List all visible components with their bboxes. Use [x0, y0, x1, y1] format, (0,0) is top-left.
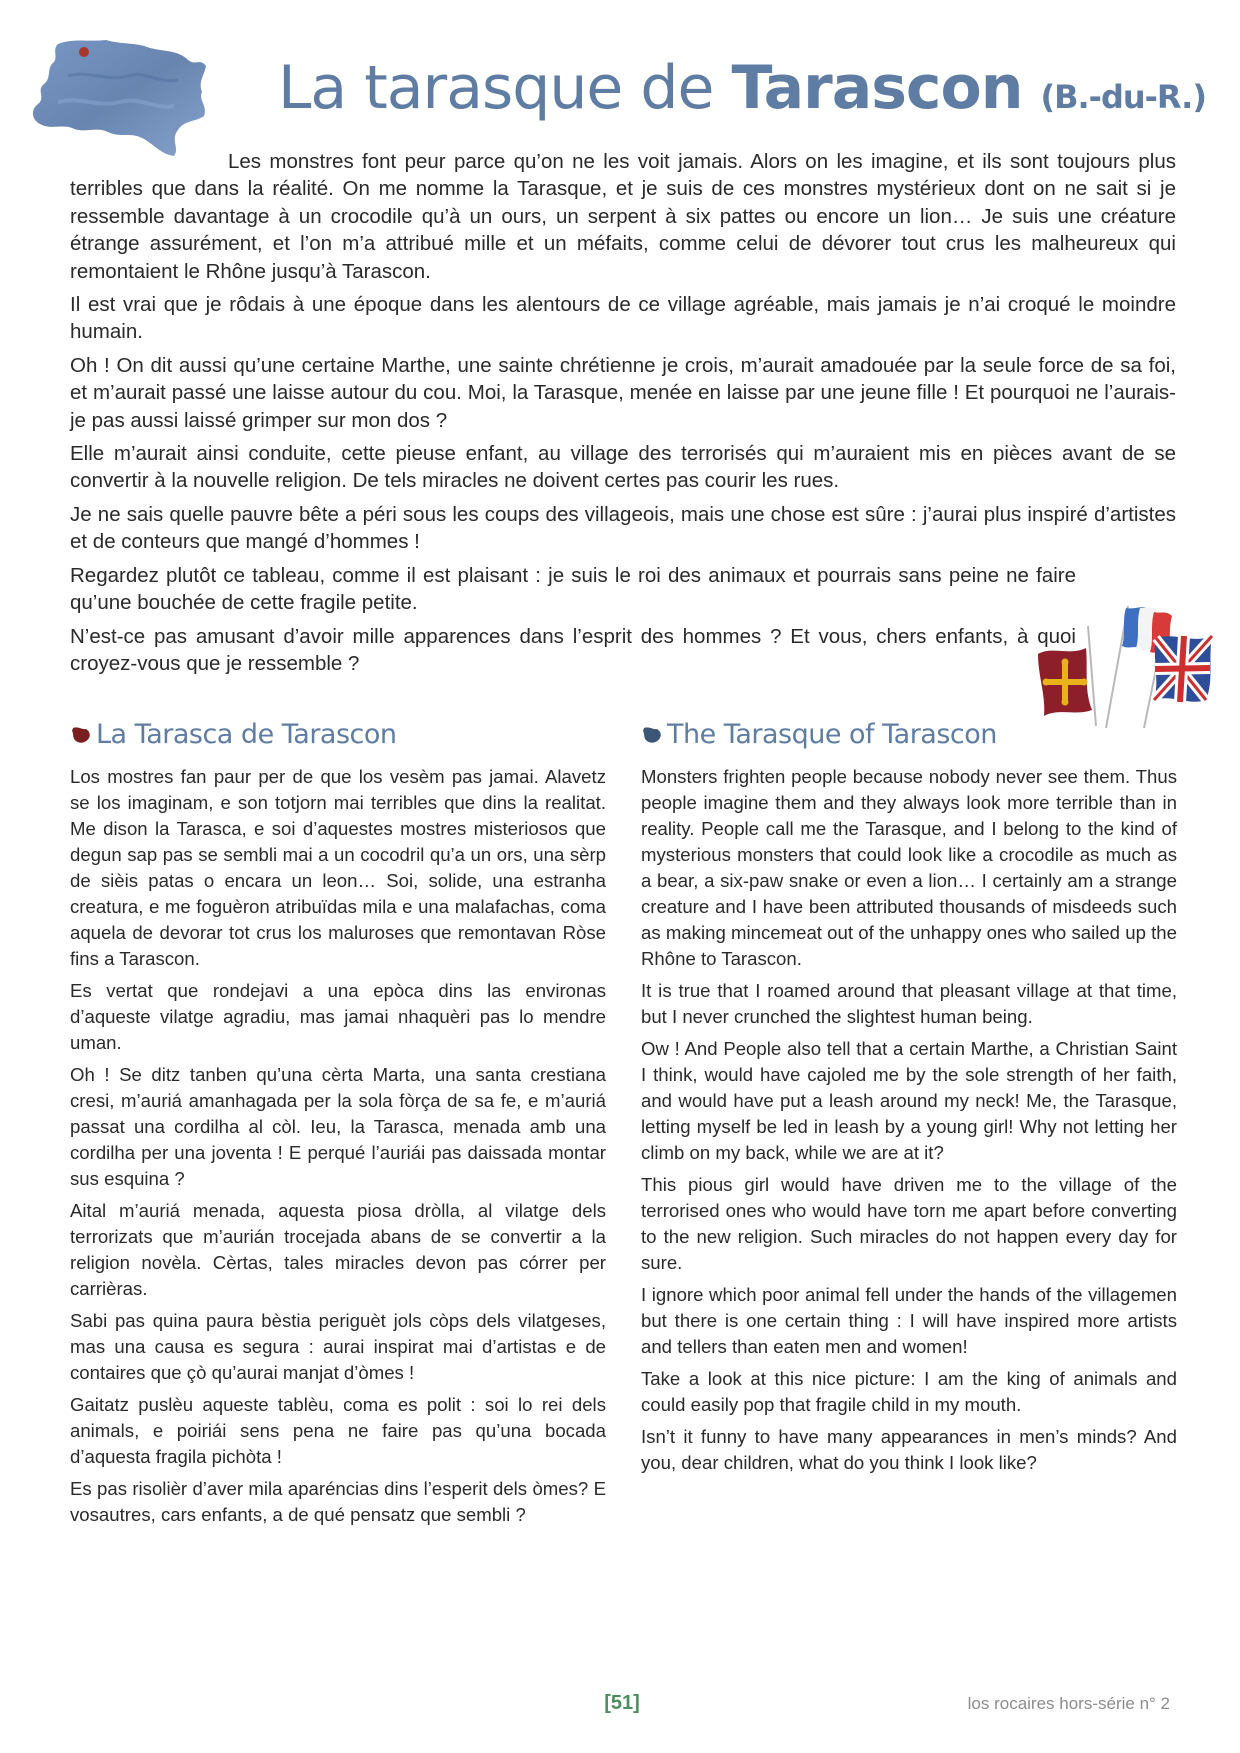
english-column	[641, 718, 1177, 1482]
english-paragraph: Take a look at this nice picture: I am the king of animals and could easily pop that fragile child in my mouth.	[641, 1368, 1177, 1415]
english-paragraph: Ow ! And People also tell that a certain Marthe, a Christian Saint I think, would have cajoled me by the sole strength of her faith, and would have put a leash around my neck! Me, the Tarasque, letting myself be led in leash by a young girl! Why not letting her climb on my back, while we are at it?	[641, 1038, 1177, 1163]
french-text	[70, 148, 1176, 683]
occitan-column	[70, 718, 606, 1534]
occitan-paragraph: Gaitatz puslèu aqueste tablèu, coma es polit : soi lo rei dels animals, e poiriái sens pena ne faire pas qu’una bocada d’aquesta fragila pichòta !	[70, 1394, 606, 1467]
town-marker-icon	[79, 47, 89, 57]
french-paragraph: N’est-ce pas amusant d’avoir mille apparences dans l’esprit des hommes ? Et vous, chers enfants, à quoi croyez-vous que je ressemble ?	[70, 624, 1076, 675]
page-title	[278, 53, 1206, 123]
occitan-paragraph: Oh ! Se ditz tanben qu’una cèrta Marta, una santa crestiana cresi, m’auriá amanhagada per la sola fòrça de sa fe, e m’auriá passat una cordilha al còl. Ieu, la Tarasca, menada amb una cordilha per una joventa ! E perqué l’auriái pas daissada montar sus esquina ?	[70, 1064, 606, 1189]
french-paragraph: Il est vrai que je rôdais à une époque dans les alentours de ce village agréable, mais jamais je n’ai croqué le moindre humain.	[70, 293, 1176, 344]
title-prefix: La tarasque de	[278, 53, 732, 123]
occitan-paragraph: Aital m’auriá menada, aquesta piosa dròlla, al vilatge dels terrorizats que m’aurián trocejada abans de se convertir a la religion novèla. Cèrtas, tales miracles devon pas córrer per carrièras.	[70, 1200, 606, 1299]
french-paragraph: Oh ! On dit aussi qu’une certaine Marthe, une sainte chrétienne je crois, m’aurait amadouée par la seule force de sa foi, et m’aurait passé une laisse autour du cou. Moi, la Tarasque, menée en laisse par une jeune fille ! Et pourquoi ne l’aurais-je pas aussi laissé grimper sur mon dos ?	[70, 353, 1176, 432]
english-heading-text: The Tarasque of Tarascon	[667, 719, 997, 750]
occitan-paragraph: Los mostres fan paur per de que los vesèm pas jamai. Alavetz se los imaginam, e son totjorn mai terribles que dins la realitat. Me dison la Tarasca, e soi d’aquestes mostres misteriosos que degun sap pas se sembli mai a un cocodril qu’a un ors, una sèrp de sièis patas o encara un leon… Soi, solide, una estranha creatura, e me foguèron atribuïdas mila e una malafachas, coma aquela de devorar tot crus los maluroses que remontavan Ròse fins a Tarascon.	[70, 766, 606, 969]
french-paragraph: Elle m’aurait ainsi conduite, cette pieuse enfant, au village des terrorisés qui m’auraient mis en pièces avant de se convertir à la nouvelle religion. De tels miracles ne doivent certes pas courir les rues.	[70, 442, 1176, 493]
occitan-flag-icon	[1038, 648, 1092, 716]
leaf-bullet-icon	[641, 724, 663, 746]
leaf-bullet-icon	[70, 724, 92, 746]
occitan-paragraph: Es vertat que rondejavi a una epòca dins las environas d’aqueste vilatge agradiu, mas jamai nhaquèri pas lo mendre uman.	[70, 980, 606, 1053]
publication-name: los rocaires hors-série n° 2	[967, 1694, 1170, 1713]
occitan-french-british-flags-icon	[1036, 596, 1216, 730]
english-paragraph: I ignore which poor animal fell under the hands of the villagemen but there is one certain thing : I will have inspired more artists and tellers than eaten men and women!	[641, 1284, 1177, 1357]
occitan-paragraph: Es pas risolièr d’aver mila aparéncias dins l’esperit dels òmes? E vosautres, cars enfants, a de qué pensatz que sembli ?	[70, 1478, 606, 1525]
page-number: [51]	[604, 1692, 640, 1714]
english-paragraph: This pious girl would have driven me to the village of the terrorised ones who would have torn me apart before converting to the new religion. Such miracles do not happen every day for sure.	[641, 1174, 1177, 1273]
title-department: (B.-du-R.)	[1040, 78, 1206, 116]
english-paragraph: Isn’t it funny to have many appearances in men’s minds? And you, dear children, what do you think I look like?	[641, 1426, 1177, 1473]
occitan-paragraph: Sabi pas quina paura bèstia periguèt jols còps dels vilatgeses, mas una causa es segura : aurai inspirat mai d’artistas e de contaires que çò qu’aurai manjat d’òmes !	[70, 1310, 606, 1383]
title-town: Tarascon	[731, 53, 1023, 123]
french-paragraph: Les monstres font peur parce qu’on ne les voit jamais. Alors on les imagine, et ils sont toujours plus terribles que dans la réalité. On me nomme la Tarasque, et je suis de ces monstres mystérieux dont on ne sait si je ressemble davantage à un crocodile qu’à un ours, un serpent à six pattes ou encore un lion… Je suis une créature étrange assurément, et l’on m’a attribué mille et un méfaits, comme celui de dévorer tout crus les malheureux qui remontaient le Rhône jusqu’à Tarascon.	[70, 150, 1176, 283]
department-map-icon	[28, 36, 228, 161]
english-paragraph: Monsters frighten people because nobody never see them. Thus people imagine them and they always look more terrible than in reality. People call me the Tarasque, and I belong to the kind of mysterious monsters that could look like a crocodile as much as a bear, a six-paw snake or even a lion… I certainly am a strange creature and I have been attributed thousands of misdeeds such as making mincemeat out of the unhappy ones who sailed up the Rhône to Tarascon.	[641, 766, 1177, 969]
british-flag-icon	[1154, 636, 1212, 702]
english-paragraph: It is true that I roamed around that pleasant village at that time, but I never crunched the slightest human being.	[641, 980, 1177, 1027]
occitan-heading	[70, 718, 606, 752]
occitan-heading-text: La Tarasca de Tarascon	[96, 719, 397, 750]
english-heading	[641, 718, 1177, 752]
french-paragraph: Regardez plutôt ce tableau, comme il est plaisant : je suis le roi des animaux et pourrais sans peine ne faire qu’une bouchée de cette fragile petite.	[70, 563, 1076, 615]
french-paragraph: Je ne sais quelle pauvre bête a péri sous les coups des villageois, mais une chose est sûre : j’aurai plus inspiré d’artistes et de conteurs que mangé d’hommes !	[70, 502, 1176, 554]
